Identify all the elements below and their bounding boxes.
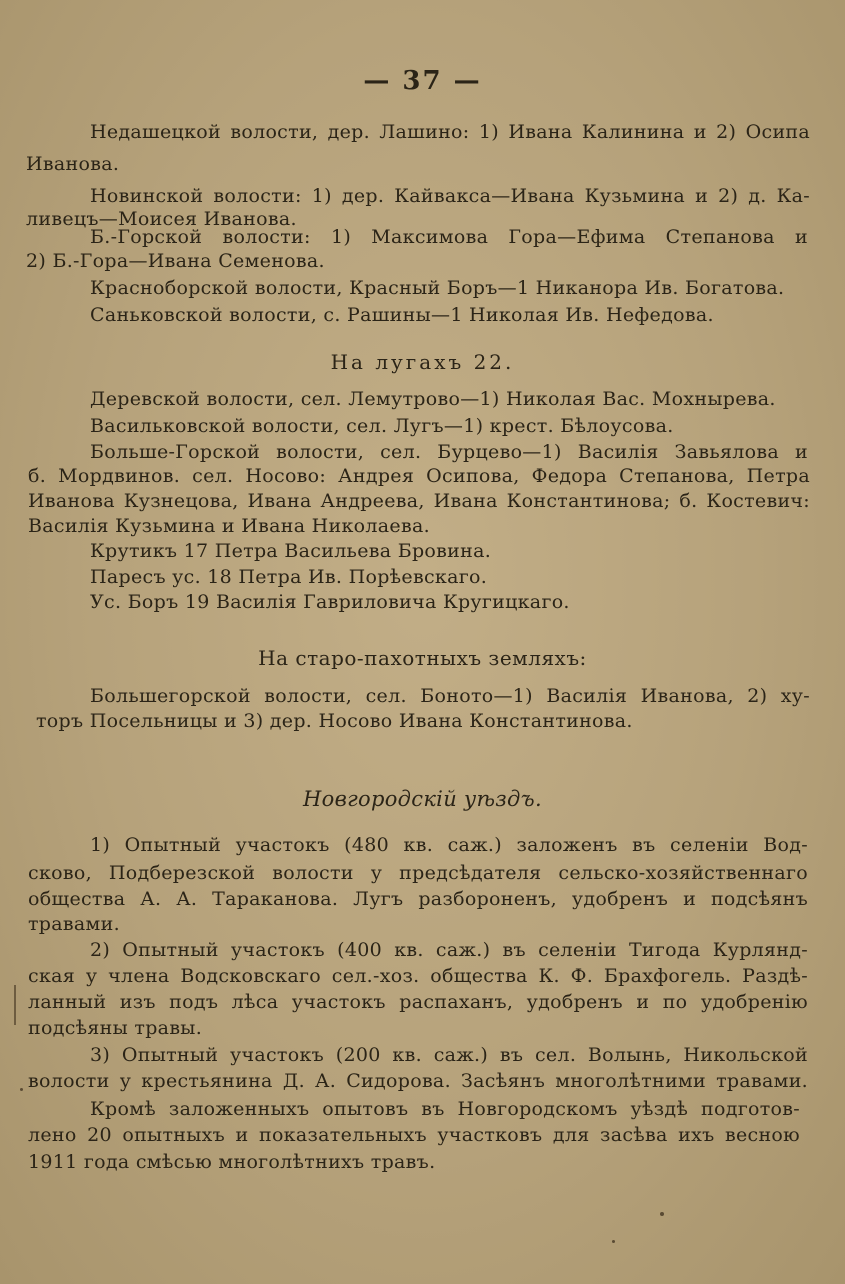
- text-line: Василія Кузьмина и Ивана Николаева.: [28, 515, 430, 537]
- text-line: Деревской волости, сел. Лемутрово—1) Николая Вас. Мохнырева.: [90, 388, 776, 410]
- text-line: общества А. А. Тараканова. Лугъ разбороненъ, удобренъ и подсѣянъ: [28, 888, 808, 910]
- text-line: торъ Посельницы и 3) дер. Носово Ивана Константинова.: [36, 710, 633, 732]
- scan-speck: [660, 1212, 664, 1216]
- text-line: Ус. Боръ 19 Василія Гавриловича Кругицкаго.: [90, 591, 570, 613]
- section-heading: На лугахъ 22.: [330, 350, 515, 374]
- text-line: ская у члена Водсковскаго сел.-хоз. общества К. Ф. Брахфогель. Раздѣ-: [28, 965, 808, 987]
- text-line: Кромѣ заложенныхъ опытовъ въ Новгородскомъ уѣздѣ подготов-: [90, 1098, 800, 1120]
- text-line: Паресъ ус. 18 Петра Ив. Порѣевскаго.: [90, 566, 488, 588]
- text-line: Недашецкой волости, дер. Лашино: 1) Ивана Калинина и 2) Осипа: [90, 121, 810, 143]
- text-line: Иванова Кузнецова, Ивана Андреева, Ивана Константинова; б. Костевич:: [28, 490, 810, 512]
- text-line: 2) Б.-Гора—Ивана Семенова.: [26, 250, 325, 272]
- text-line: Саньковской волости, с. Рашины—1 Николая Ив. Нефедова.: [90, 304, 714, 326]
- scan-speck: [20, 1088, 23, 1091]
- scan-edge-mark: [14, 985, 16, 1025]
- text-line: сково, Подберезской волости у предсѣдателя сельско-хозяйственнаго: [28, 862, 808, 884]
- page-number: — 37 —: [363, 66, 482, 96]
- text-line: Большегорской волости, сел. Боното—1) Василія Иванова, 2) ху-: [90, 685, 810, 707]
- text-line: 1911 года смѣсью многолѣтнихъ травъ.: [28, 1151, 436, 1173]
- text-line: 2) Опытный участокъ (400 кв. саж.) въ селеніи Тигода Курлянд-: [90, 939, 808, 961]
- text-line: Крутикъ 17 Петра Васильева Бровина.: [90, 540, 492, 562]
- text-line: 3) Опытный участокъ (200 кв. саж.) въ сел. Волынь, Никольской: [90, 1044, 808, 1066]
- text-line: Красноборской волости, Красный Боръ—1 Никанора Ив. Богатова.: [90, 277, 785, 299]
- text-line: подсѣяны травы.: [28, 1017, 203, 1039]
- text-line: травами.: [28, 913, 120, 935]
- text-line: б. Мордвинов. сел. Носово: Андрея Осипова, Федора Степанова, Петра: [28, 465, 810, 487]
- text-line: Новинской волости: 1) дер. Кайвакса—Ивана Кузьмина и 2) д. Ка-: [90, 185, 810, 207]
- text-line: Васильковской волости, сел. Лугъ—1) крест. Бѣлоусова.: [90, 415, 674, 437]
- section-heading: На старо-пахотныхъ земляхъ:: [258, 646, 587, 670]
- text-line: Иванова.: [26, 153, 120, 175]
- text-line: ланный изъ подъ лѣса участокъ распаханъ, удобренъ и по удобренію: [28, 991, 808, 1013]
- scan-speck: [612, 1240, 615, 1243]
- text-line: Больше-Горской волости, сел. Бурцево—1) Василія Завьялова и: [90, 441, 808, 463]
- text-line: волости у крестьянина Д. А. Сидорова. Засѣянъ многолѣтними травами.: [28, 1070, 808, 1092]
- text-line: 1) Опытный участокъ (480 кв. саж.) заложенъ въ селеніи Вод-: [90, 834, 808, 856]
- text-line: ливецъ—Моисея Иванова.: [26, 208, 297, 230]
- text-line: Б.-Горской волости: 1) Максимова Гора—Ефима Степанова и: [90, 226, 808, 248]
- text-line: лено 20 опытныхъ и показательныхъ участковъ для засѣва ихъ весною: [28, 1124, 800, 1146]
- section-heading: Новгородскій уѣздъ.: [303, 787, 542, 811]
